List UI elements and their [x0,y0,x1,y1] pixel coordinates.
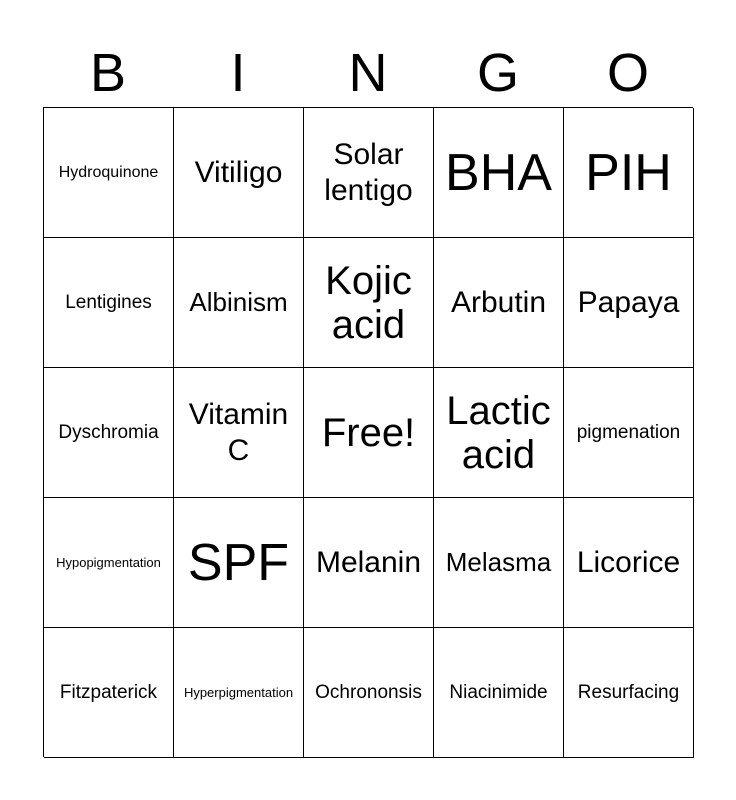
bingo-cell-r3c1[interactable]: Dyschromia [44,368,174,498]
bingo-cell-r2c4[interactable]: Arbutin [434,238,564,368]
header-letter-o: O [606,43,649,103]
bingo-header [43,40,693,106]
bingo-cell-r4c1[interactable]: Hypopigmentation [44,498,174,628]
bingo-cell-r2c3[interactable]: Kojic acid [304,238,434,368]
bingo-board [43,107,693,757]
bingo-cell-r1c5[interactable]: PIH [564,108,694,238]
bingo-cell-r2c1[interactable]: Lentigines [44,238,174,368]
bingo-cell-r1c4[interactable]: BHA [434,108,564,238]
bingo-cell-r3c2[interactable]: Vitamin C [174,368,304,498]
bingo-cell-r5c5[interactable]: Resurfacing [564,628,694,758]
bingo-cell-r5c4[interactable]: Niacinimide [434,628,564,758]
bingo-cell-r2c2[interactable]: Albinism [174,238,304,368]
bingo-cell-r1c1[interactable]: Hydroquinone [44,108,174,238]
header-letter-b: B [89,43,127,103]
bingo-cell-r3c4[interactable]: Lactic acid [434,368,564,498]
bingo-cell-r4c3[interactable]: Melanin [304,498,434,628]
bingo-cell-r2c5[interactable]: Papaya [564,238,694,368]
bingo-cell-r3c5[interactable]: pigmenation [564,368,694,498]
header-letter-i: I [230,43,246,103]
bingo-cell-r4c2[interactable]: SPF [174,498,304,628]
bingo-cell-r1c2[interactable]: Vitiligo [174,108,304,238]
bingo-cell-free[interactable]: Free! [304,368,434,498]
bingo-cell-r5c2[interactable]: Hyperpigmentation [174,628,304,758]
bingo-cell-r1c3[interactable]: Solar lentigo [304,108,434,238]
bingo-cell-r5c3[interactable]: Ochrononsis [304,628,434,758]
bingo-cell-r5c1[interactable]: Fitzpaterick [44,628,174,758]
header-letter-n: N [348,43,388,103]
header-letter-g: G [476,43,519,103]
bingo-cell-r4c5[interactable]: Licorice [564,498,694,628]
bingo-cell-r4c4[interactable]: Melasma [434,498,564,628]
